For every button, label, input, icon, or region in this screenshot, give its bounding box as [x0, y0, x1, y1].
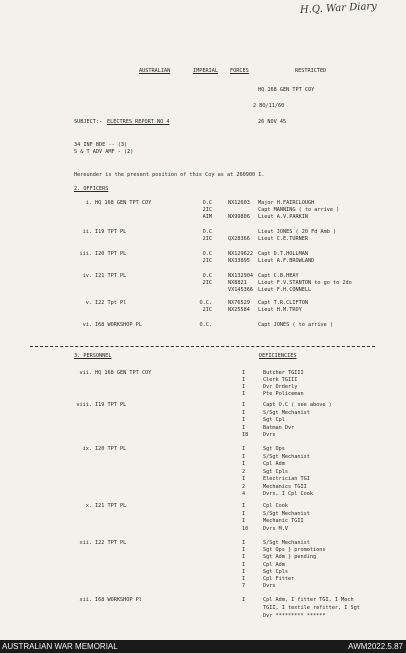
deficiency-item: Sgt Cpls [263, 468, 288, 475]
deficiency-item: Cpl Adm [263, 561, 285, 568]
officer-service-number: NX76529 [228, 300, 250, 306]
deficiency-count: I [242, 391, 246, 397]
officer-service-number: NX33895 [228, 258, 250, 264]
officer-service-number: QX28366 [228, 236, 250, 242]
deficiency-count: I [242, 561, 246, 568]
deficiency-count: 2 [242, 483, 246, 490]
personnel-unit-name: I21 TPT PL [95, 503, 127, 509]
deficiency-item: S/Sgt Mechanist [263, 409, 310, 416]
section-divider [30, 346, 375, 347]
document-date: 26 NOV 45 [258, 119, 287, 125]
handwritten-note: H.Q. War Diary [299, 0, 378, 17]
personnel-unit-number: vii. [79, 370, 92, 376]
deficiency-count: I [242, 568, 246, 575]
classification: RESTRICTED [295, 68, 327, 74]
personnel-unit-name: I22 TPT PL [95, 540, 127, 546]
deficiency-item: Cpl Cook [263, 503, 288, 509]
deficiency-count: 4 [242, 491, 246, 497]
officer-name: Capt JONES ( to arrive ) [258, 322, 333, 328]
deficiency-count: I [242, 510, 246, 517]
officer-name: Capt D.T.HOLLMAN [258, 251, 308, 257]
officer-service-number: NX12603 [228, 200, 250, 206]
deficiency-count: 10 [242, 525, 249, 532]
deficiency-count: I [242, 424, 246, 431]
deficiency-item: Dvr Orderly [263, 384, 298, 390]
deficiency-count: 7 [242, 583, 246, 590]
deficiency-count: I [242, 417, 246, 423]
personnel-heading: 3. PERSONNEL [74, 353, 112, 359]
deficiency-item: Pte Policeman [263, 391, 304, 397]
distribution-line: 34 INF BDE -- (3) [74, 142, 128, 148]
officer-role: AIM [202, 214, 212, 220]
personnel-unit-number: xii. [79, 597, 92, 603]
deficiency-count: I8 [242, 432, 249, 438]
officer-unit-name: I19 TPT PL [95, 229, 127, 235]
officer-role: O.C [202, 273, 212, 279]
deficiency-count: I [242, 409, 246, 416]
officer-unit-number: v. [85, 300, 92, 306]
deficiency-item: Cpl Adm [263, 461, 285, 467]
officer-service-number: NX99806 [228, 214, 250, 220]
file-reference: 2 BO/11/60 [253, 103, 285, 109]
title-forces: FORCES [230, 68, 249, 74]
deficiency-count: 2 [242, 468, 246, 475]
deficiency-item: Sgt Ops } promotions [263, 547, 326, 554]
deficiency-count: I [242, 554, 246, 561]
title-australian: AUSTRALIAN [139, 68, 171, 74]
deficiency-item: Sgt Adm } pending [263, 554, 317, 561]
deficiency-item: Mechanic TGII [263, 518, 304, 524]
officer-name: Lieut H.M.TROY [258, 307, 302, 313]
officer-name: Major H.FAIRCLOUGH [258, 200, 315, 206]
officer-role: O.C. [199, 300, 212, 306]
personnel-unit-number: ix. [82, 446, 92, 452]
officer-name: Capt T.R.CLIFTON [258, 300, 308, 306]
deficiency-count: I [242, 370, 246, 376]
deficiency-count: I [242, 476, 246, 482]
officer-name: Lieut F.H.CONNELL [258, 287, 312, 293]
officer-service-number: NX25584 [228, 307, 250, 313]
deficiency-item: Batman Dvr [263, 424, 295, 431]
deficiency-item: S/Sgt Mechanist [263, 510, 310, 517]
distribution-line: S & T ADV AMF - (2) [74, 149, 134, 155]
personnel-unit-name: HQ 168 GEN TPT COY [95, 370, 152, 376]
officer-unit-number: ii. [82, 229, 92, 235]
deficiency-count: I [242, 547, 246, 554]
deficiency-item: Dvrs, I Cpl Cook [263, 491, 313, 497]
deficiency-item: Cpl Fitter [263, 576, 295, 582]
officer-name: Lieut C.E.TURNER [258, 236, 308, 242]
officer-unit-number: iv. [82, 273, 92, 279]
deficiency-count: I [242, 597, 246, 603]
officer-name: Lieut A.F.BROWLAND [258, 258, 315, 264]
deficiency-item: Dvrs M.V [263, 525, 288, 532]
deficiency-count: I [242, 503, 246, 509]
officer-name: Lieut A.V.PARKIN [258, 214, 308, 220]
officer-name: Lieut F.V.STANTON to go to 2do [258, 280, 352, 286]
unit-heading: HQ 168 GEN TPT COY [258, 87, 315, 93]
title-imperial: IMPERIAL [193, 68, 218, 74]
deficiency-item: TGII, I textile refitter, I Sgt [263, 605, 360, 611]
deficiency-item: S/Sgt Mechanist [263, 453, 310, 460]
deficiency-item: Cpl Adm, I fitter TGI, I Mech [263, 597, 354, 603]
officer-service-number: NX129622 [228, 251, 253, 257]
deficiency-item: S/Sgt Mechanist [263, 540, 310, 546]
deficiencies-heading: DEFICIENCIES [259, 353, 297, 359]
personnel-unit-name: I20 TPT PL [95, 446, 127, 452]
deficiency-item: Capt O.C ( see above ) [263, 402, 332, 408]
deficiency-count: I [242, 518, 246, 524]
deficiency-item: Dvrs [263, 583, 276, 590]
officer-role: 2IC [202, 280, 212, 286]
deficiency-item: Sgt Cpls [263, 568, 288, 575]
personnel-unit-number: xii. [79, 540, 92, 546]
officer-service-number: NX132904 [228, 273, 253, 279]
subject: ELECTRES REPORT NO 4 [107, 119, 170, 125]
officer-unit-number: iii. [79, 251, 92, 257]
personnel-unit-name: I19 TPT PL [95, 402, 127, 408]
officer-role: O.C [202, 200, 212, 206]
deficiency-item: Mechanics TGII [263, 483, 307, 490]
deficiency-count: I [242, 453, 246, 460]
personnel-unit-name: I68 WORKSHOP Pl [95, 597, 142, 603]
deficiency-item: Electrician TGI [263, 476, 310, 482]
deficiency-count: I [242, 384, 246, 390]
officer-unit-name: HQ 168 GEN TPT COY [95, 200, 152, 206]
deficiency-item: Dvrs [263, 432, 276, 438]
subject-label: SUBJECT:- [74, 119, 103, 125]
officer-name: Capt MANNING ( to arrive ) [258, 207, 340, 213]
personnel-unit-number: viii. [76, 402, 92, 408]
officer-name: Lieut JONES ( 20 Fd Amb ) [258, 229, 337, 235]
deficiency-item: Clerk TGIII [263, 377, 298, 383]
officer-service-number: NX8821 [228, 280, 247, 286]
deficiency-item: Sgt Ops [263, 446, 285, 452]
officer-role: 2IC [202, 258, 212, 264]
officer-unit-name: I68 WORKSHOP PL [95, 322, 142, 328]
officer-role: O.C. [199, 322, 212, 328]
footer-accession: AWM2022.5.87 [348, 642, 403, 651]
officers-heading: 2. OFFICERS [74, 186, 109, 192]
officer-role: 2IC [202, 307, 212, 313]
officer-unit-number: vi. [82, 322, 92, 328]
archive-footer [0, 640, 406, 653]
deficiency-count: I [242, 402, 246, 408]
footer-institution: AUSTRALIAN WAR MEMORIAL [2, 642, 118, 651]
officer-unit-number: i. [85, 200, 92, 206]
deficiency-item: Dvr ********* ****** [263, 613, 326, 619]
officer-name: Capt C.B.HEAY [258, 273, 299, 279]
officer-role: 2IC [202, 236, 212, 242]
deficiency-count: I [242, 461, 246, 467]
officer-role: O.C [202, 229, 212, 235]
personnel-unit-number: x. [85, 503, 92, 509]
officer-unit-name: I22 Tpt Pl [95, 300, 127, 306]
officer-service-number: VX145366 [228, 287, 253, 293]
officer-role: 2IC [202, 207, 212, 213]
officer-unit-name: I20 TPT PL [95, 251, 127, 257]
deficiency-item: Sgt Cpl [263, 417, 285, 423]
deficiency-count: I [242, 540, 246, 546]
deficiency-count: I [242, 446, 246, 452]
deficiency-item: Butcher TGIII [263, 370, 304, 376]
officer-unit-name: I21 TPT PL [95, 273, 127, 279]
deficiency-count: I [242, 576, 246, 582]
deficiency-count: I [242, 377, 246, 383]
officer-role: O.C [202, 251, 212, 257]
intro-text: Hereunder is the present position of this Coy as at 260900 I. [74, 172, 265, 178]
